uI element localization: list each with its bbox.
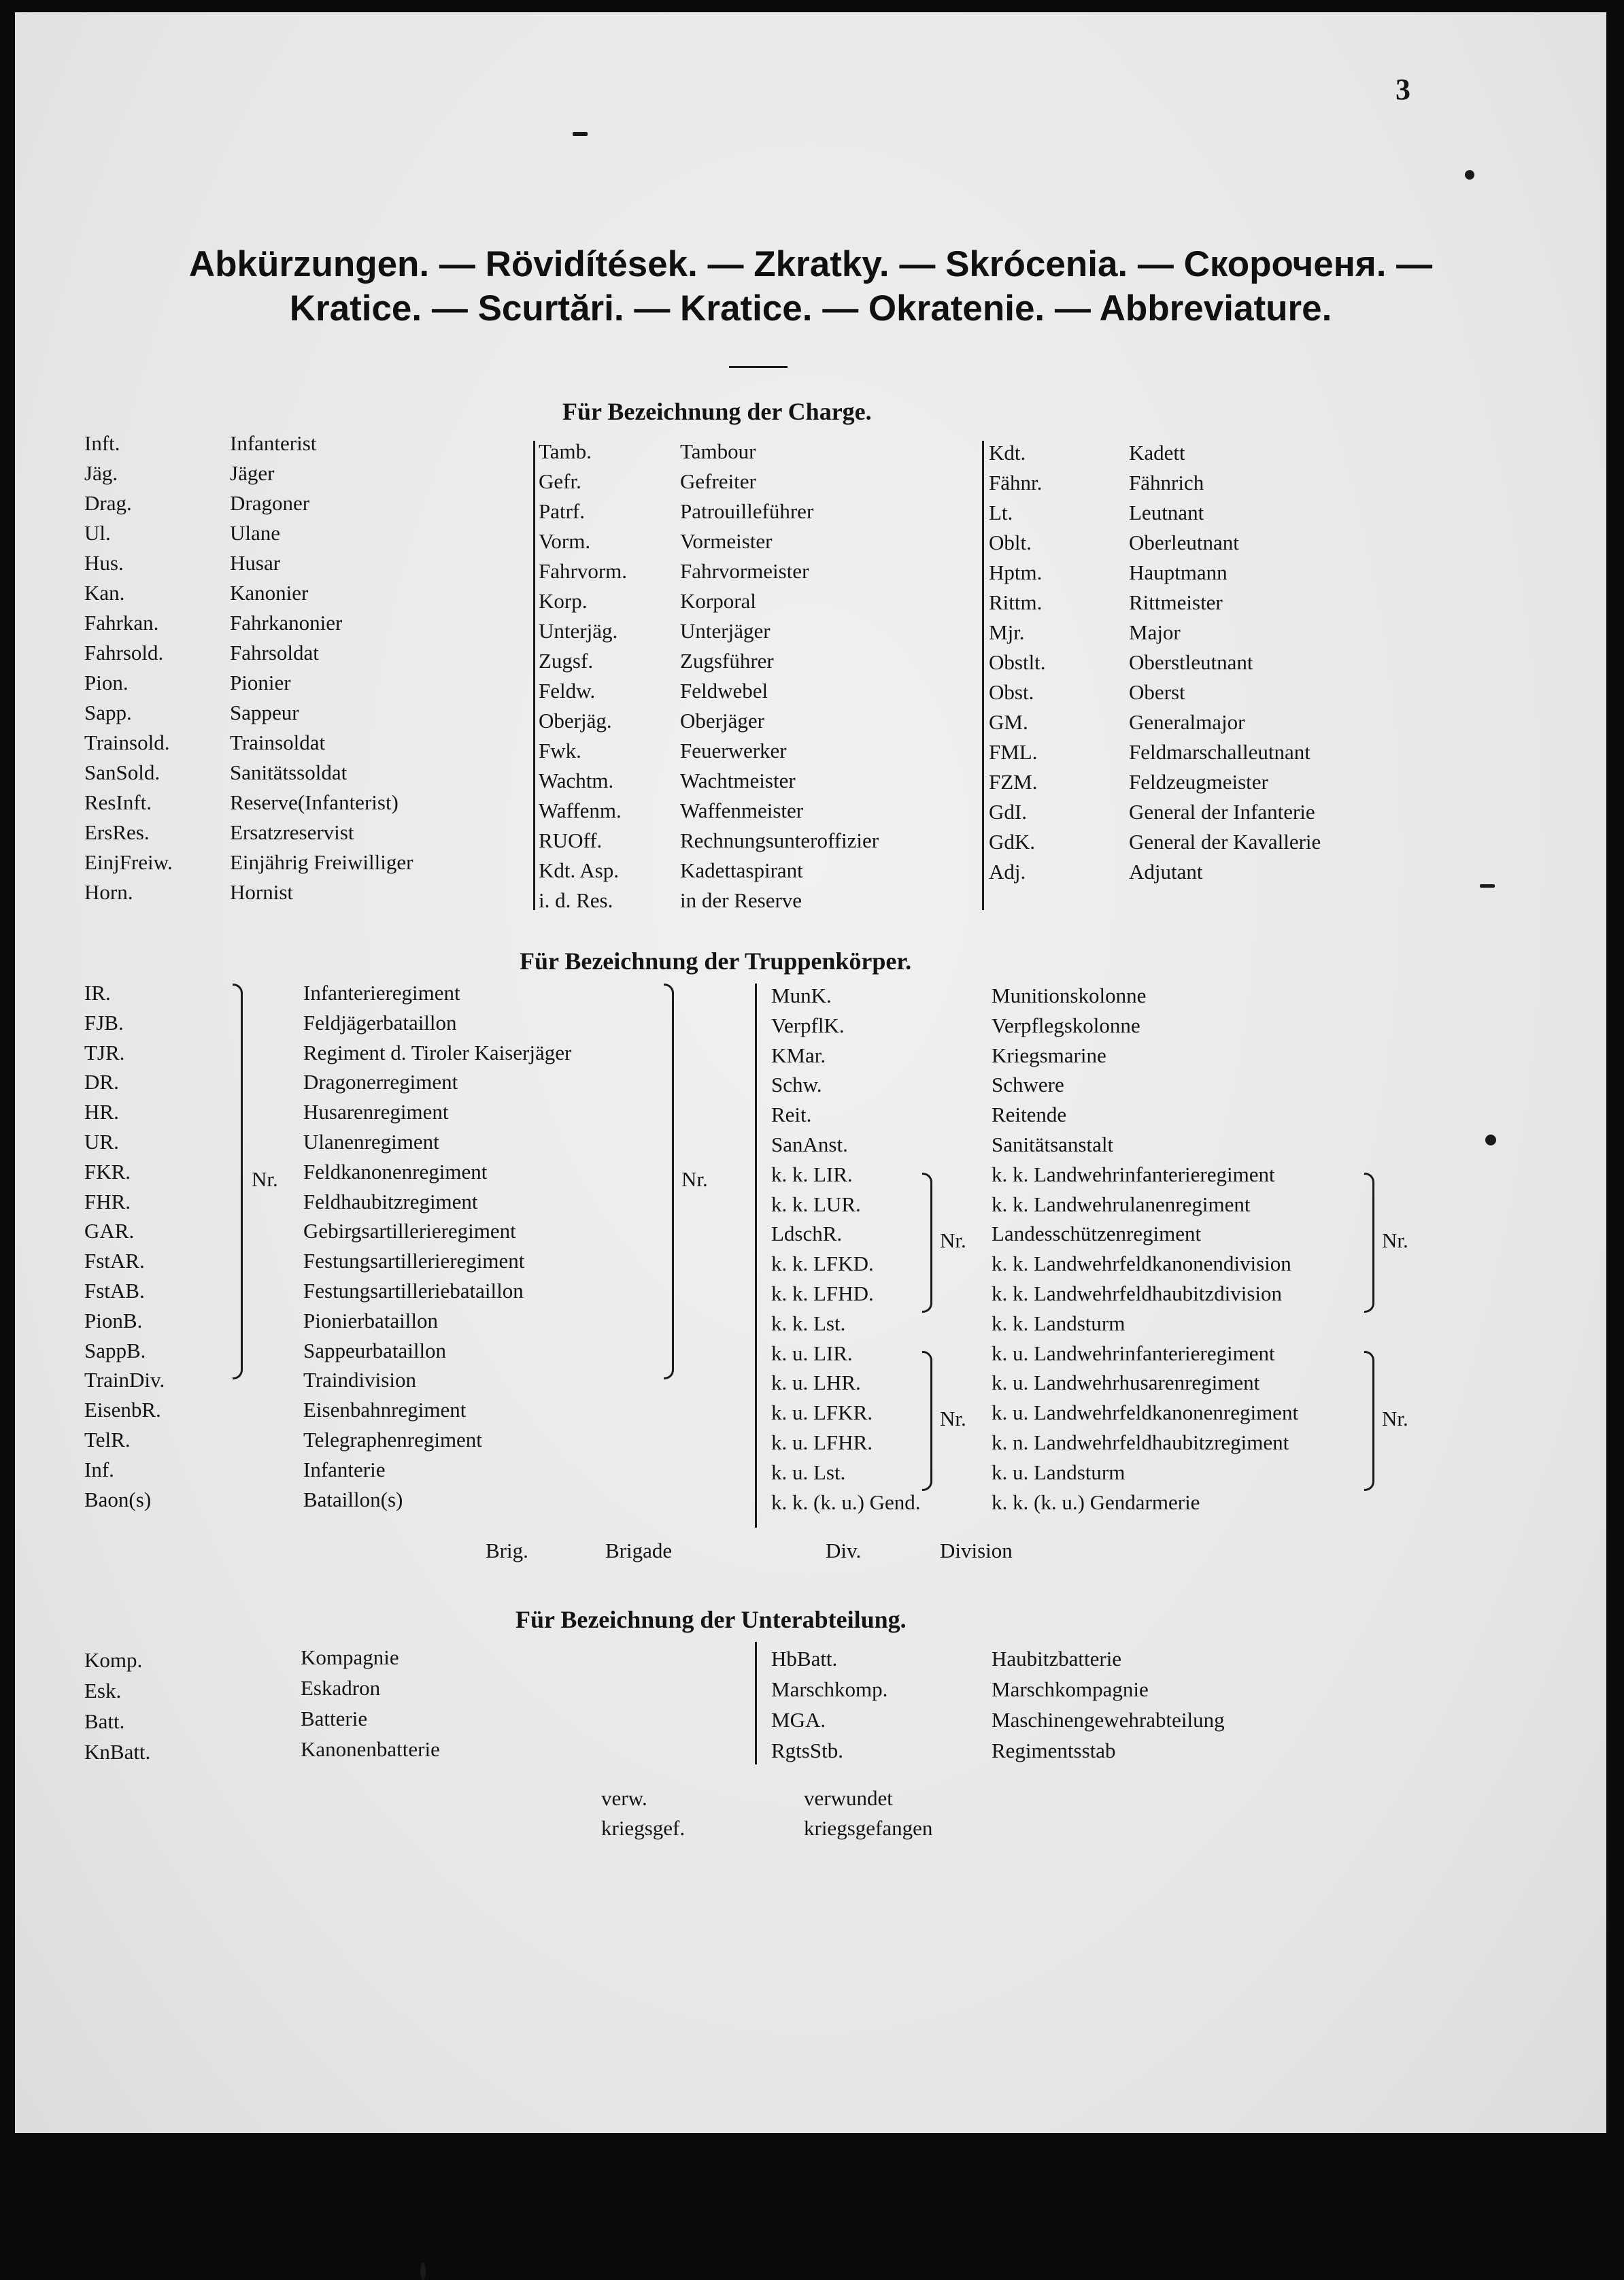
list-item: Fwk.	[539, 739, 581, 762]
list-item: EinjFreiw.	[84, 850, 173, 874]
title-line-2: Kratice. — Scurtări. — Kratice. — Okratenie. — Abbreviature.	[289, 288, 1332, 329]
brace-right-full-2	[1364, 1351, 1374, 1491]
list-item: RgtsStb.	[771, 1739, 843, 1762]
list-item: MGA.	[771, 1708, 826, 1732]
list-item: Kanonenbatterie	[301, 1737, 440, 1761]
list-item: Ulane	[230, 521, 281, 545]
list-item: IR.	[84, 981, 111, 1005]
list-item: Gebirgsartillerieregiment	[303, 1219, 516, 1243]
list-item: Sapp.	[84, 701, 132, 724]
list-item: k. k. (k. u.) Gend.	[771, 1490, 921, 1514]
nr-label: Nr.	[940, 1407, 966, 1430]
list-item: HbBatt.	[771, 1647, 838, 1671]
div-abbr: Div.	[826, 1539, 862, 1562]
brace-right-abbr-2	[922, 1351, 932, 1491]
page-number: 3	[1395, 73, 1410, 106]
brace-right-full-1	[1364, 1173, 1374, 1313]
list-item: SanAnst.	[771, 1132, 848, 1156]
list-item: Hus.	[84, 551, 124, 575]
list-item: Mjr.	[989, 620, 1025, 644]
list-item: in der Reserve	[680, 888, 802, 912]
list-item: General der Kavallerie	[1129, 830, 1321, 854]
list-item: FKR.	[84, 1159, 131, 1184]
list-item: RUOff.	[539, 828, 603, 852]
unter-left-full	[301, 1642, 440, 1764]
nr-label: Nr.	[1382, 1228, 1408, 1252]
list-item: Feuerwerker	[680, 739, 787, 762]
list-item: MunK.	[771, 984, 832, 1007]
list-item: Rechnungsunteroffizier	[680, 828, 879, 852]
list-item: UR.	[84, 1129, 119, 1154]
brace-left-abbr	[233, 984, 243, 1379]
unter-divider	[755, 1642, 757, 1764]
list-item: Eisenbahnregiment	[303, 1398, 467, 1422]
list-item: Oberst	[1129, 680, 1185, 704]
truppen-right-abbr	[771, 981, 921, 1517]
list-item: Oblt.	[989, 531, 1032, 554]
list-item: Kadett	[1129, 441, 1185, 465]
scan-speck	[1465, 170, 1474, 180]
list-item: Hornist	[230, 880, 293, 904]
list-item: Oberleutnant	[1129, 531, 1239, 554]
list-item: FJB.	[84, 1010, 124, 1035]
list-item: Pionierbataillon	[303, 1308, 439, 1332]
list-item: Bataillon(s)	[303, 1487, 403, 1511]
list-item: Tamb.	[539, 439, 592, 463]
list-item: Kriegsmarine	[992, 1043, 1106, 1067]
list-item: Kan.	[84, 581, 125, 605]
list-item: Sanitätsanstalt	[992, 1132, 1114, 1156]
list-item: Esk.	[84, 1679, 122, 1703]
list-item: verwundet	[804, 1786, 893, 1810]
charge-col1-abbr	[84, 429, 173, 907]
list-item: Pion.	[84, 671, 129, 694]
charge-col1-full	[230, 429, 413, 907]
list-item: k. u. LHR.	[771, 1371, 861, 1395]
charge-col2-full	[680, 437, 879, 916]
list-item: EisenbR.	[84, 1398, 161, 1422]
list-item: Schw.	[771, 1073, 822, 1097]
list-item: k. u. LFHR.	[771, 1430, 873, 1454]
list-item: TelR.	[84, 1427, 131, 1452]
list-item: Fahrkan.	[84, 611, 159, 635]
list-item: Hptm.	[989, 560, 1043, 584]
list-item: k. k. LIR.	[771, 1162, 853, 1186]
charge-col3-full	[1129, 438, 1321, 887]
truppen-right-full	[992, 981, 1298, 1517]
list-item: k. u. Landwehrinfanterieregiment	[992, 1341, 1275, 1365]
list-item: Kdt. Asp.	[539, 858, 619, 882]
list-item: Unterjäg.	[539, 619, 618, 643]
heading-charge: Für Bezeichnung der Charge.	[562, 398, 872, 425]
list-item: Reitende	[992, 1103, 1067, 1127]
list-item: kriegsgefangen	[804, 1816, 933, 1840]
list-item: Feldhaubitzregiment	[303, 1189, 478, 1213]
heading-truppen: Für Bezeichnung der Truppenkörper.	[520, 948, 912, 975]
list-item: Major	[1129, 620, 1181, 644]
list-item: LdschR.	[771, 1222, 843, 1246]
list-item: k. k. Landwehrfeldkanonendivision	[992, 1252, 1291, 1276]
list-item: Festungsartillerieregiment	[303, 1249, 525, 1273]
charge-divider-1	[533, 441, 535, 910]
list-item: k. k. LFKD.	[771, 1252, 874, 1276]
list-item: Infanterist	[230, 431, 317, 455]
list-item: Ul.	[84, 521, 111, 545]
truppen-left-abbr	[84, 978, 165, 1514]
list-item: Adjutant	[1129, 860, 1203, 884]
list-item: Feldkanonenregiment	[303, 1159, 488, 1184]
truppen-divider	[755, 984, 757, 1528]
list-item: k. k. (k. u.) Gendarmerie	[992, 1490, 1200, 1514]
list-item: FHR.	[84, 1189, 131, 1213]
list-item: Patrf.	[539, 499, 586, 523]
heading-unter: Für Bezeichnung der Unterabteilung.	[515, 1606, 907, 1633]
list-item: Infanterieregiment	[303, 981, 460, 1005]
list-item: FstAR.	[84, 1249, 145, 1273]
scan-speck	[420, 2262, 426, 2280]
charge-col3-abbr	[989, 438, 1046, 887]
list-item: Pionier	[230, 671, 291, 694]
list-item: Obst.	[989, 680, 1034, 704]
list-item: Obstlt.	[989, 650, 1046, 674]
list-item: Dragoner	[230, 491, 310, 515]
list-item: Sappeurbataillon	[303, 1338, 447, 1362]
list-item: k. k. LFHD.	[771, 1281, 874, 1305]
list-item: SappB.	[84, 1338, 146, 1362]
list-item: Hauptmann	[1129, 560, 1228, 584]
list-item: k. u. Lst.	[771, 1460, 846, 1484]
list-item: Trainsold.	[84, 731, 170, 754]
list-item: i. d. Res.	[539, 888, 613, 912]
title-line-1: Abkürzungen. — Rövidítések. — Zkratky. — Skrócenia. — Скороченя. —	[188, 244, 1433, 284]
list-item: Kadettaspirant	[680, 858, 803, 882]
list-item: Wachtm.	[539, 769, 614, 792]
list-item: HR.	[84, 1100, 119, 1124]
brig-abbr: Brig.	[486, 1539, 528, 1562]
list-item: k. u. Landsturm	[992, 1460, 1126, 1484]
list-item: Fahrsoldat	[230, 641, 319, 665]
list-item: Ersatzreservist	[230, 820, 354, 844]
div-full: Division	[940, 1539, 1013, 1562]
unter-left-abbr	[84, 1645, 150, 1767]
list-item: Gefreiter	[680, 469, 756, 493]
scan-speck	[573, 132, 588, 136]
list-item: ErsRes.	[84, 820, 150, 844]
list-item: Husar	[230, 551, 281, 575]
list-item: k. k. LUR.	[771, 1192, 861, 1216]
list-item: Jäg.	[84, 461, 118, 485]
scan-speck	[1485, 1135, 1496, 1145]
list-item: GdK.	[989, 830, 1036, 854]
list-item: k. u. LFKR.	[771, 1401, 873, 1425]
list-item: Ulanenregiment	[303, 1129, 439, 1154]
list-item: Baon(s)	[84, 1487, 152, 1511]
list-item: General der Infanterie	[1129, 800, 1315, 824]
list-item: SanSold.	[84, 760, 160, 784]
nr-label: Nr.	[252, 1167, 278, 1191]
list-item: k. k. Lst.	[771, 1311, 846, 1335]
brig-full: Brigade	[605, 1539, 673, 1562]
list-item: Kompagnie	[301, 1645, 399, 1669]
list-item: Zugsf.	[539, 649, 594, 673]
list-item: GdI.	[989, 800, 1027, 824]
list-item: Batt.	[84, 1709, 125, 1733]
list-item: Inf.	[84, 1457, 114, 1481]
unter-extra-abbr	[601, 1783, 685, 1843]
list-item: Dragonerregiment	[303, 1070, 458, 1094]
list-item: kriegsgef.	[601, 1816, 686, 1840]
nr-label: Nr.	[940, 1228, 966, 1252]
list-item: Zugsführer	[680, 649, 774, 673]
list-item: k. n. Landwehrfeldhaubitzregiment	[992, 1430, 1289, 1454]
list-item: KnBatt.	[84, 1740, 151, 1764]
list-item: Waffenm.	[539, 799, 622, 822]
list-item: Fahrvormeister	[680, 559, 809, 583]
list-item: k. k. Landwehrinfanterieregiment	[992, 1162, 1275, 1186]
list-item: Unterjäger	[680, 619, 771, 643]
charge-col2-abbr	[539, 437, 627, 916]
title-rule	[729, 366, 788, 368]
list-item: Oberjäger	[680, 709, 764, 733]
list-item: Oberjäg.	[539, 709, 612, 733]
list-item: Vorm.	[539, 529, 591, 553]
list-item: Inft.	[84, 431, 120, 455]
list-item: Infanterie	[303, 1457, 386, 1481]
list-item: Verpflegskolonne	[992, 1013, 1140, 1037]
list-item: Waffenmeister	[680, 799, 804, 822]
list-item: GAR.	[84, 1219, 135, 1243]
list-item: k. u. Landwehrfeldkanonenregiment	[992, 1401, 1299, 1425]
list-item: verw.	[601, 1786, 647, 1810]
list-item: ResInft.	[84, 790, 152, 814]
list-item: Korporal	[680, 589, 756, 613]
charge-divider-2	[982, 441, 984, 910]
list-item: Feldwebel	[680, 679, 768, 703]
unter-extra-full	[804, 1783, 932, 1843]
list-item: FML.	[989, 740, 1038, 764]
brace-right-abbr-1	[922, 1173, 932, 1313]
list-item: FZM.	[989, 770, 1038, 794]
list-item: k. k. Landsturm	[992, 1311, 1126, 1335]
list-item: Fahrkanonier	[230, 611, 343, 635]
list-item: GM.	[989, 710, 1028, 734]
list-item: Generalmajor	[1129, 710, 1245, 734]
list-item: Fähnrich	[1129, 471, 1204, 494]
list-item: Eskadron	[301, 1676, 381, 1700]
list-item: Vormeister	[680, 529, 773, 553]
unter-right-abbr	[771, 1643, 887, 1766]
list-item: Reit.	[771, 1103, 812, 1127]
list-item: Feldmarschalleutnant	[1129, 740, 1310, 764]
list-item: Schwere	[992, 1073, 1064, 1097]
document-page	[15, 12, 1606, 2133]
list-item: Marschkompagnie	[992, 1677, 1149, 1701]
unter-right-full	[992, 1643, 1225, 1766]
list-item: Einjährig Freiwilliger	[230, 850, 413, 874]
list-item: k. k. Landwehrfeldhaubitzdivision	[992, 1281, 1283, 1305]
list-item: Regimentsstab	[992, 1739, 1116, 1762]
list-item: Horn.	[84, 880, 133, 904]
nr-label: Nr.	[1382, 1407, 1408, 1430]
list-item: Husarenregiment	[303, 1100, 449, 1124]
list-item: Feldjägerbataillon	[303, 1010, 457, 1035]
list-item: Rittm.	[989, 590, 1043, 614]
list-item: Festungsartilleriebataillon	[303, 1278, 524, 1303]
list-item: Wachtmeister	[680, 769, 796, 792]
list-item: Feldzeugmeister	[1129, 770, 1268, 794]
list-item: Reserve(Infanterist)	[230, 790, 399, 814]
list-item: Lt.	[989, 501, 1013, 524]
list-item: Marschkomp.	[771, 1677, 888, 1701]
list-item: Landesschützenregiment	[992, 1222, 1202, 1246]
list-item: KMar.	[771, 1043, 826, 1067]
list-item: Fähnr.	[989, 471, 1043, 494]
list-item: Telegraphenregiment	[303, 1427, 482, 1452]
truppen-left-full	[303, 978, 571, 1514]
list-item: Kanonier	[230, 581, 309, 605]
list-item: Gefr.	[539, 469, 581, 493]
list-item: Komp.	[84, 1648, 143, 1672]
list-item: k. u. LIR.	[771, 1341, 853, 1365]
list-item: DR.	[84, 1070, 119, 1094]
list-item: Leutnant	[1129, 501, 1204, 524]
list-item: Tambour	[680, 439, 756, 463]
list-item: Patrouilleführer	[680, 499, 814, 523]
list-item: VerpflK.	[771, 1013, 845, 1037]
list-item: Munitionskolonne	[992, 984, 1147, 1007]
list-item: Kdt.	[989, 441, 1026, 465]
list-item: Fahrsold.	[84, 641, 164, 665]
list-item: Traindivision	[303, 1368, 416, 1392]
list-item: Jäger	[230, 461, 275, 485]
list-item: Sappeur	[230, 701, 299, 724]
list-item: TrainDiv.	[84, 1368, 165, 1392]
nr-label: Nr.	[681, 1167, 708, 1191]
list-item: TJR.	[84, 1040, 125, 1064]
list-item: Fahrvorm.	[539, 559, 628, 583]
list-item: Korp.	[539, 589, 588, 613]
list-item: Sanitätssoldat	[230, 760, 348, 784]
list-item: Trainsoldat	[230, 731, 326, 754]
list-item: Haubitzbatterie	[992, 1647, 1122, 1671]
list-item: Adj.	[989, 860, 1026, 884]
list-item: Rittmeister	[1129, 590, 1223, 614]
scan-speck	[1480, 884, 1495, 888]
list-item: Regiment d. Tiroler Kaiserjäger	[303, 1040, 572, 1064]
list-item: k. u. Landwehrhusarenregiment	[992, 1371, 1260, 1395]
list-item: Batterie	[301, 1707, 368, 1730]
list-item: Maschinengewehrabteilung	[992, 1708, 1225, 1732]
list-item: k. k. Landwehrulanenregiment	[992, 1192, 1251, 1216]
brace-left-full	[664, 984, 674, 1379]
list-item: Drag.	[84, 491, 132, 515]
list-item: Oberstleutnant	[1129, 650, 1253, 674]
list-item: Feldw.	[539, 679, 596, 703]
list-item: PionB.	[84, 1308, 143, 1332]
list-item: FstAB.	[84, 1278, 145, 1303]
